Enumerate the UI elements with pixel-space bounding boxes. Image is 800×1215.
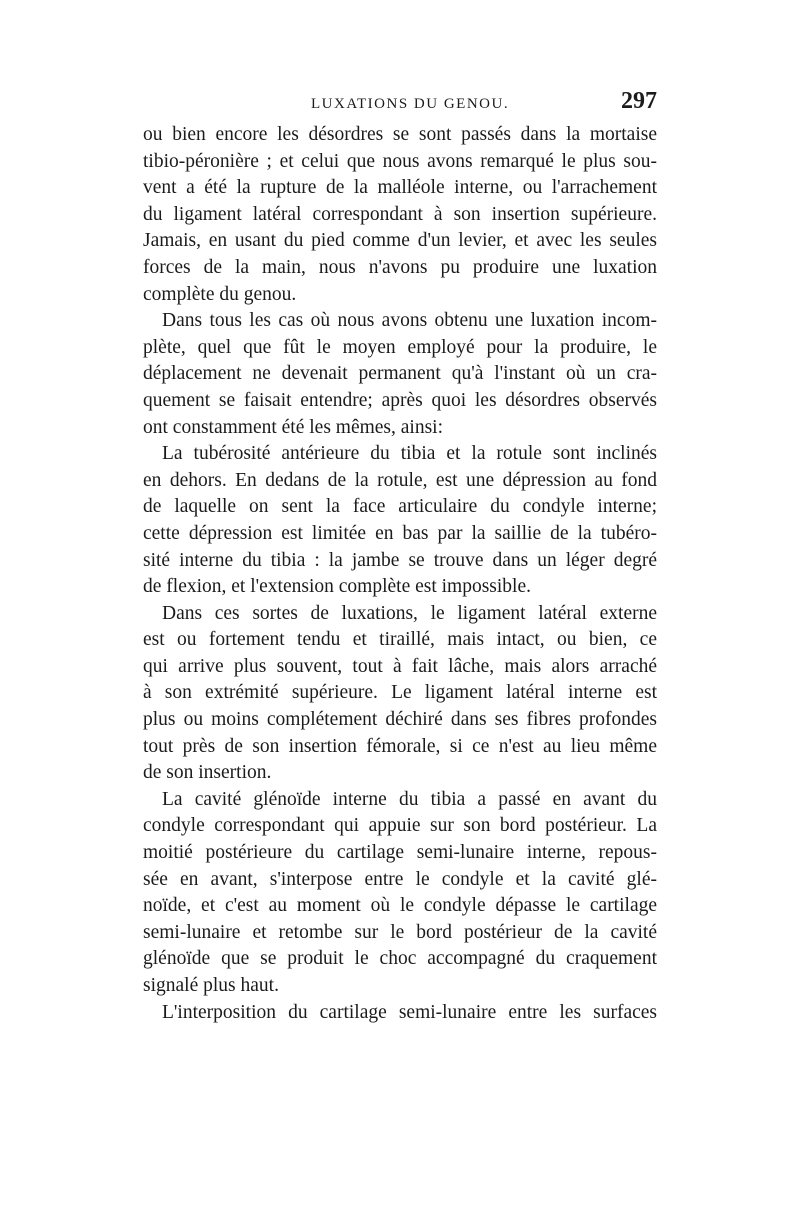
text-line: moitié postérieure du cartilage semi-lunaire interne, repous- bbox=[143, 842, 657, 864]
paragraph bbox=[143, 787, 657, 1000]
text-line: plus ou moins complétement déchiré dans ses fibres profondes bbox=[143, 709, 657, 731]
text-line: vent a été la rupture de la malléole interne, ou l'arrachement bbox=[143, 177, 657, 199]
text-line: L'interposition du cartilage semi-lunaire entre les surfaces bbox=[162, 1001, 657, 1023]
text-line: La cavité glénoïde interne du tibia a passé en avant du bbox=[162, 788, 657, 810]
text-line: déplacement ne devenait permanent qu'à l'instant où un cra- bbox=[143, 363, 657, 385]
paragraph bbox=[143, 601, 657, 787]
text-line: quement se faisait entendre; après quoi les désordres observés bbox=[143, 389, 657, 411]
text-line: tout près de son insertion fémorale, si ce n'est au lieu même bbox=[143, 735, 657, 757]
paragraph bbox=[143, 441, 657, 601]
text-line: semi-lunaire et retombe sur le bord postérieur de la cavité bbox=[143, 921, 657, 943]
text-line: est ou fortement tendu et tiraillé, mais intact, ou bien, ce bbox=[143, 629, 657, 651]
paragraph bbox=[143, 1000, 657, 1027]
text-line: qui arrive plus souvent, tout à fait lâche, mais alors arraché bbox=[143, 655, 657, 677]
book-page bbox=[143, 88, 657, 1026]
text-line: Dans ces sortes de luxations, le ligament latéral externe bbox=[162, 602, 657, 624]
paragraph bbox=[143, 308, 657, 441]
running-head bbox=[143, 88, 657, 122]
text-line: Jamais, en usant du pied comme d'un levier, et avec les seules bbox=[143, 230, 657, 252]
text-line: sité interne du tibia : la jambe se trouve dans un léger degré bbox=[143, 549, 657, 571]
text-line: à son extrémité supérieure. Le ligament latéral interne est bbox=[143, 682, 657, 704]
text-line: ont constamment été les mêmes, ainsi: bbox=[143, 416, 444, 438]
text-line: en dehors. En dedans de la rotule, est une dépression au fond bbox=[143, 469, 657, 491]
text-line: tibio-péronière ; et celui que nous avons remarqué le plus sou- bbox=[143, 150, 657, 172]
text-line: de flexion, et l'extension complète est impossible. bbox=[143, 576, 532, 598]
text-line: noïde, et c'est au moment où le condyle dépasse le cartilage bbox=[143, 895, 657, 917]
text-line: ou bien encore les désordres se sont passés dans la mortaise bbox=[143, 124, 657, 145]
text-line: glénoïde que se produit le choc accompagné du craquement bbox=[143, 948, 657, 970]
text-line: condyle correspondant qui appuie sur son bord postérieur. La bbox=[143, 815, 657, 837]
text-line: du ligament latéral correspondant à son insertion supérieure. bbox=[143, 203, 657, 225]
paragraph bbox=[143, 122, 657, 308]
text-line: cette dépression est limitée en bas par la saillie de la tubéro- bbox=[143, 522, 657, 544]
running-title: LUXATIONS DU GENOU. bbox=[311, 96, 510, 112]
text-line: complète du genou. bbox=[143, 283, 297, 305]
text-line: La tubérosité antérieure du tibia et la rotule sont inclinés bbox=[162, 443, 657, 465]
text-body bbox=[143, 122, 657, 1026]
page-number: 297 bbox=[621, 88, 657, 114]
text-line: de son insertion. bbox=[143, 762, 272, 784]
text-line: sée en avant, s'interpose entre le condyle et la cavité glé- bbox=[143, 868, 657, 890]
text-line: plète, quel que fût le moyen employé pour la produire, le bbox=[143, 336, 657, 358]
text-line: Dans tous les cas où nous avons obtenu une luxation incom- bbox=[162, 310, 657, 332]
text-line: de laquelle on sent la face articulaire du condyle interne; bbox=[143, 496, 657, 518]
text-line: forces de la main, nous n'avons pu produire une luxation bbox=[143, 256, 657, 278]
text-line: signalé plus haut. bbox=[143, 975, 279, 996]
